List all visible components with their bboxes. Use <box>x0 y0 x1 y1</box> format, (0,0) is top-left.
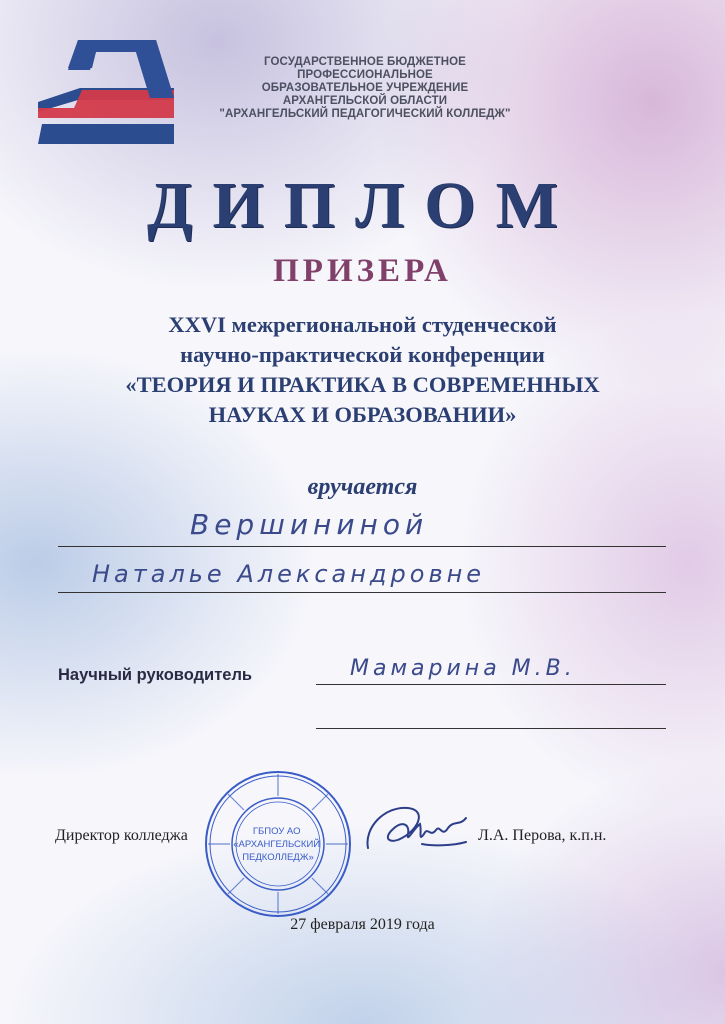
supervisor-line-2 <box>316 728 666 729</box>
director-signature <box>362 798 472 864</box>
conference-description <box>60 310 665 430</box>
stamp-text-1: ГБПОУ АО <box>252 826 301 837</box>
diploma-subtitle: ПРИЗЕРА <box>273 253 452 289</box>
org-line-4: АРХАНГЕЛЬСКОЙ ОБЛАСТИ <box>282 95 448 107</box>
supervisor-name: Мамарина М.В. <box>350 656 576 681</box>
supervisor-line-1 <box>316 684 666 685</box>
conference-line-1: XXVI межрегиональной студенческой <box>168 312 557 337</box>
supervisor-label: Научный руководитель <box>58 666 253 684</box>
stamp-text-2: «АРХАНГЕЛЬСКИЙ <box>233 839 321 850</box>
org-line-5: "АРХАНГЕЛЬСКИЙ ПЕДАГОГИЧЕСКИЙ КОЛЛЕДЖ" <box>219 108 511 120</box>
director-label: Директор колледжа <box>55 827 188 844</box>
recipient-surname: Вершининой <box>190 508 429 541</box>
organization-name <box>205 56 525 121</box>
conference-line-4: НАУКАХ И ОБРАЗОВАНИИ» <box>208 402 517 427</box>
recipient-line-2 <box>58 592 666 593</box>
recipient-line-1 <box>58 546 666 547</box>
conference-line-3: «ТЕОРИЯ И ПРАКТИКА В СОВРЕМЕННЫХ <box>125 372 600 397</box>
college-logo <box>38 40 174 144</box>
conference-line-2: научно-практической конференции <box>180 342 545 367</box>
org-line-2: ПРОФЕССИОНАЛЬНОЕ <box>297 69 433 81</box>
director-name: Л.А. Перова, к.п.н. <box>478 827 607 844</box>
issue-date: 27 февраля 2019 года <box>290 916 435 933</box>
diploma-title: ДИПЛОМ <box>147 169 578 242</box>
svg-text:ГБПОУ АО «АРХАНГЕЛЬСКИЙ <box>233 826 323 863</box>
org-line-1: ГОСУДАРСТВЕННОЕ БЮДЖЕТНОЕ <box>264 56 466 68</box>
stamp-text-3: ПЕДКОЛЛЕДЖ» <box>242 852 314 863</box>
recipient-given-names: Наталье Александровне <box>92 560 486 588</box>
awarded-label: вручается <box>307 474 418 500</box>
org-line-3: ОБРАЗОВАТЕЛЬНОЕ УЧРЕЖДЕНИЕ <box>261 82 469 94</box>
college-stamp <box>202 768 354 920</box>
